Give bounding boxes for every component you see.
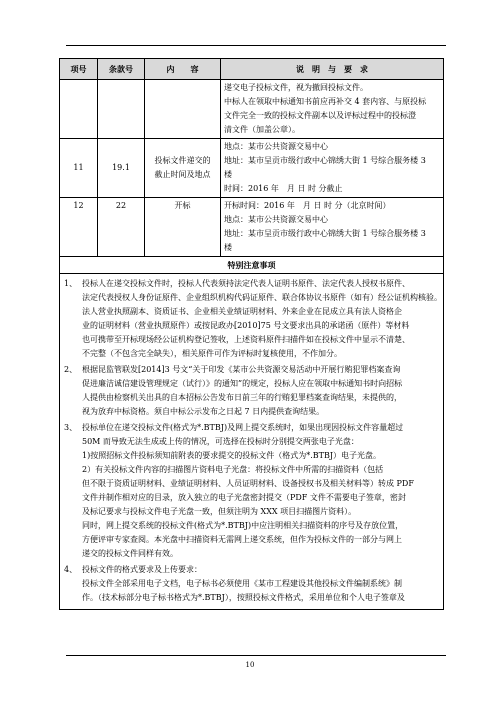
content-line: 截止时间及地点 [154,170,211,179]
table-row [60,139,444,198]
notes-cell [60,274,444,610]
note-number: 3、 [64,423,78,432]
clause-cell: 19.1 [98,139,145,198]
note-line: 及标记要求与投标文件电子光盘一致，但须注明为 XXX 项目扫描图片资料）。 [82,507,357,516]
requirement-line: 地址：某市呈贡市级行政中心锦绣大街 1 号综合服务楼 3 [224,156,426,165]
page-number: 10 [245,661,255,669]
requirement-line: 地点：某市公共资源交易中心 [224,215,328,224]
notes-title: 特别注意事项 [60,257,444,274]
table-header-row [60,59,444,80]
notes-row [60,274,444,610]
note-line: 同时，网上提交系统的投标文件(格式为*.BTBJ)中应注明相关扫描资料的序号及存放位置， [82,521,404,530]
note-line: 也可携带至开标现场经公证机构登记签收，上述资料原件扫描件如在投标文件中显示不清楚、 [82,335,410,344]
header-clause-no: 条款号 [98,59,145,80]
requirement-line: 楼 [224,243,232,252]
item-cell: 11 [60,139,98,198]
note-number: 2、 [64,365,78,374]
item-cell: 12 [60,198,98,257]
note-line: 但不限于资质证明材料、业绩证明材料、人员证明材料、设备授权书及相关材料等）转成 PDF [82,479,414,488]
note-line: 法人营业执照副本、资质证书、企业相关业绩证明材料、外来企业在昆成立具有法人资格企 [82,307,402,316]
note-item [64,277,442,361]
note-line: 投标文件的格式要求及上传要求： [82,565,202,574]
table-row [60,198,444,257]
note-line: 投标人在递交投标文件时，投标人代表须持法定代表人证明书原件、法定代表人授权书原件、 [82,279,410,288]
note-line: 50M 而导致无法生成或上传的情况，可选择在投标时分别提交两张电子光盘： [82,437,359,446]
note-line: 作。（技术标部分电子标书格式为*.BTBJ），按照投标文件格式，采用单位和个人电子签章及 [82,593,405,602]
note-line: 视为放弃中标资格。须自中标公示发布之日起 7 日内提供查询结果。 [82,407,325,416]
content-cell [145,80,221,139]
header-rule [66,45,446,46]
note-line: 促进廉洁诚信建设管理规定（试行）》的通知”的规定，投标人应在领取中标通知书时向招标 [82,379,403,388]
requirement-line: 地点：某市公共资源交易中心 [224,142,328,151]
note-line: 人提供由检察机关出具的自本招标公告发布日前三年的行贿犯罪档案查询结果，未提供的， [82,393,402,402]
note-line: 投标单位在递交投标文件(格式为*.BTBJ)及网上提交系统时，如果出现因投标文件容量超过 [82,423,404,432]
requirement-line: 递交电子投标文件，视为撤回投标文件。 [224,83,368,92]
clause-cell: 22 [98,198,145,257]
content-line: 投标文件递交的 [154,156,211,165]
note-line: 递交的投标文件同样有效。 [82,549,178,558]
note-line: 1)按照招标文件投标须知前附表的要求提交的投标文件（格式为*.BTBJ）电子光盘。 [82,451,382,460]
notes-title-row [60,257,444,274]
bid-data-table [59,58,444,610]
requirement-line: 中标人在领取中标通知书前应再补交 4 套内容、与原投标 [224,97,427,106]
note-body [82,421,437,561]
note-line: 2）有关投标文件内容的扫描图片资料电子光盘：将投标文件中所需的扫描资料（包括 [82,465,384,474]
requirements-cell [221,139,444,198]
item-cell [60,80,98,139]
note-line: 文件并制作相对应的目录，放入独立的电子光盘密封提交（PDF 文件不需要电子签章，密封 [82,493,406,502]
note-line: 法定代表授权人身份证原件、企业组织机构代码证原件、联合体协议书原件（如有）经公证机构核验。 [82,293,442,302]
note-number: 1、 [64,279,78,288]
requirement-line: 开标时间：2016 年 月 日 时 分（北京时间） [224,201,391,210]
requirements-cell [221,198,444,257]
note-body [82,277,442,361]
requirement-line: 文件完全一致的投标文件副本以及评标过程中的投标澄 [224,111,416,120]
content-cell: 开标 [145,198,221,257]
requirements-cell [221,80,444,139]
note-item [64,421,437,561]
note-line: 业的证明材料（营业执照原件）或按昆政办[2010]75 号文要求出具的承诺函（原件）等材料 [82,321,410,330]
header-requirements: 说 明 与 要 求 [221,59,444,80]
note-number: 4、 [64,565,78,574]
table-row [60,80,444,139]
requirement-line: 清文件（加盖公章）。 [224,125,300,134]
note-line: 投标文件全部采用电子文档，电子标书必须使用《某市工程建设其他投标文件编制系统》制 [82,579,402,588]
clause-cell [98,80,145,139]
header-item-no: 项号 [60,59,98,80]
requirement-line: 地址：某市呈贡市级行政中心锦绣大街 1 号综合服务楼 3 [224,229,426,238]
requirement-line: 时间：2016 年 月 日 时 分截止 [224,184,343,193]
note-item [64,563,437,605]
requirement-line: 楼 [224,170,232,179]
note-line: 方便评审专家查阅。本光盘中扫描资料无需网上递交系统，但作为投标文件的一部分与网上 [82,535,402,544]
content-cell [145,139,221,198]
note-item [64,363,437,419]
note-line: 根据昆监管联发[2014]3 号文“关于印发《某市公共资源交易活动中开展行贿犯罪档案查询 [82,365,401,374]
note-body [82,563,437,605]
header-content: 内 容 [145,59,221,80]
footer-rule [66,655,446,656]
note-body [82,363,437,419]
note-line: 不完整（不包含完全缺失），相关原件可作为评标时复核使用，不作加分。 [82,349,342,358]
